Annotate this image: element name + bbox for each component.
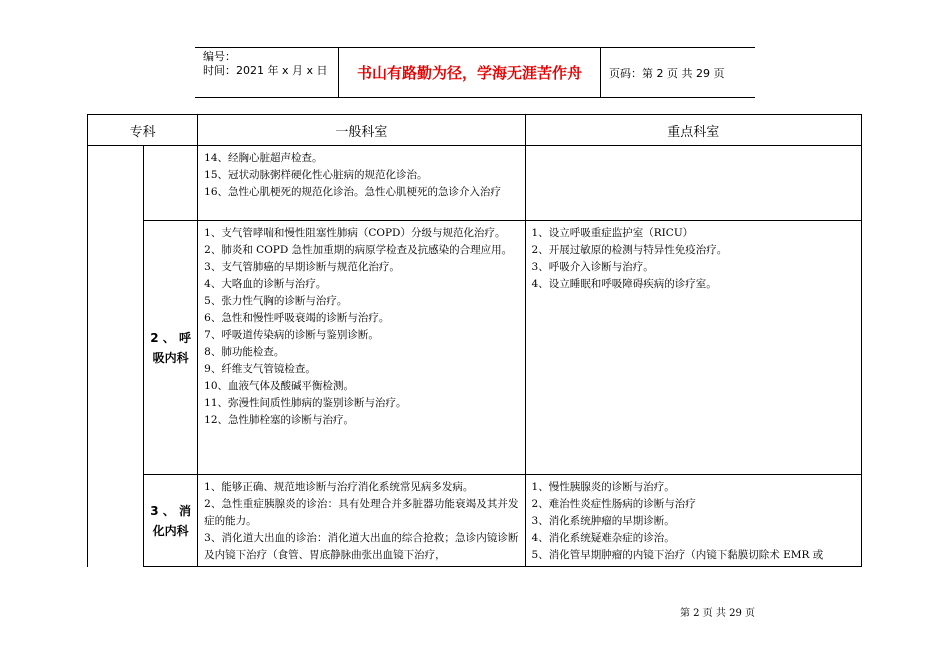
list-item: 7、呼吸道传染病的诊断与鉴别诊断。: [204, 329, 379, 341]
table-header-row: [88, 115, 862, 146]
motto: 书山有路勤为径，学海无涯苦作舟: [338, 48, 601, 97]
general-cell: [198, 146, 525, 221]
header-specialty: 专科: [88, 115, 198, 146]
list-item: 8、肺功能检查。: [204, 346, 285, 358]
list-item: 3、支气管肺癌的早期诊断与规范化治疗。: [204, 261, 400, 273]
time-label: 时间：2021 年 x 月 x 日: [203, 64, 328, 77]
list-item: 2、急性重症胰腺炎的诊治：具有处理合并多脏器功能衰竭及其并发症的能力。: [204, 498, 519, 527]
general-cell: [198, 475, 525, 567]
list-item: 4、消化系统疑难杂症的诊治。: [531, 532, 675, 544]
page-header: [195, 47, 755, 98]
list-item: 3、消化系统肿瘤的早期诊断。: [531, 515, 675, 527]
list-item: 11、弥漫性间质性肺病的鉴别诊断与治疗。: [204, 397, 407, 409]
list-item: 16、急性心肌梗死的规范化诊治。急性心肌梗死的急诊介入治疗: [204, 186, 502, 198]
list-item: 5、张力性气胸的诊断与治疗。: [204, 295, 348, 307]
dept-cell: 2 、 呼吸内科: [144, 221, 198, 475]
page-footer: 第 2 页 共 29 页: [680, 608, 755, 619]
list-item: 1、支气管哮喘和慢性阻塞性肺病（COPD）分级与规范化治疗。: [204, 227, 506, 239]
key-cell: [525, 146, 861, 221]
list-item: 12、急性肺栓塞的诊断与治疗。: [204, 414, 355, 426]
list-item: 2、难治性炎症性肠病的诊断与治疗: [531, 498, 696, 510]
list-item: 1、设立呼吸重症监护室（RICU）: [531, 227, 694, 239]
page-code: 页码：第 2 页 共 29 页: [609, 66, 725, 80]
dept-cell: 3 、 消化内科: [144, 475, 198, 567]
header-meta: [195, 48, 338, 97]
specialty-group-cell: [88, 146, 144, 567]
header-general: 一般科室: [198, 115, 525, 146]
key-cell: [525, 475, 861, 567]
list-item: 6、急性和慢性呼吸衰竭的诊断与治疗。: [204, 312, 390, 324]
list-item: 14、经胸心脏超声检查。: [204, 152, 323, 164]
list-item: 1、慢性胰腺炎的诊断与治疗。: [531, 481, 675, 493]
list-item: 2、肺炎和 COPD 急性加重期的病原学检查及抗感染的合理应用。: [204, 244, 513, 256]
table-row: [88, 475, 862, 567]
list-item: 4、设立睡眠和呼吸障碍疾病的诊疗室。: [531, 278, 717, 290]
key-cell: [525, 221, 861, 475]
list-item: 5、消化管早期肿瘤的内镜下治疗（内镜下黏膜切除术 EMR 或: [531, 549, 824, 561]
table-row: [88, 221, 862, 475]
dept-cell: [144, 146, 198, 221]
list-item: 2、开展过敏原的检测与特异性免疫治疗。: [531, 244, 728, 256]
specialty-table: [87, 114, 862, 567]
list-item: 10、血液气体及酸碱平衡检测。: [204, 380, 355, 392]
list-item: 9、纤维支气管镜检查。: [204, 363, 316, 375]
header-key: 重点科室: [525, 115, 861, 146]
general-cell: [198, 221, 525, 475]
number-label: 编号：: [203, 50, 236, 63]
table-row: [88, 146, 862, 221]
list-item: 15、冠状动脉粥样硬化性心脏病的规范化诊治。: [204, 169, 428, 181]
list-item: 1、能够正确、规范地诊断与治疗消化系统常见病多发病。: [204, 481, 474, 493]
list-item: 4、大咯血的诊断与治疗。: [204, 278, 327, 290]
list-item: 3、呼吸介入诊断与治疗。: [531, 261, 654, 273]
list-item: 3、消化道大出血的诊治：消化道大出血的综合抢救；急诊内镜诊断及内镜下治疗（食管、胃底静脉曲张出血镜下治疗，: [204, 532, 519, 561]
